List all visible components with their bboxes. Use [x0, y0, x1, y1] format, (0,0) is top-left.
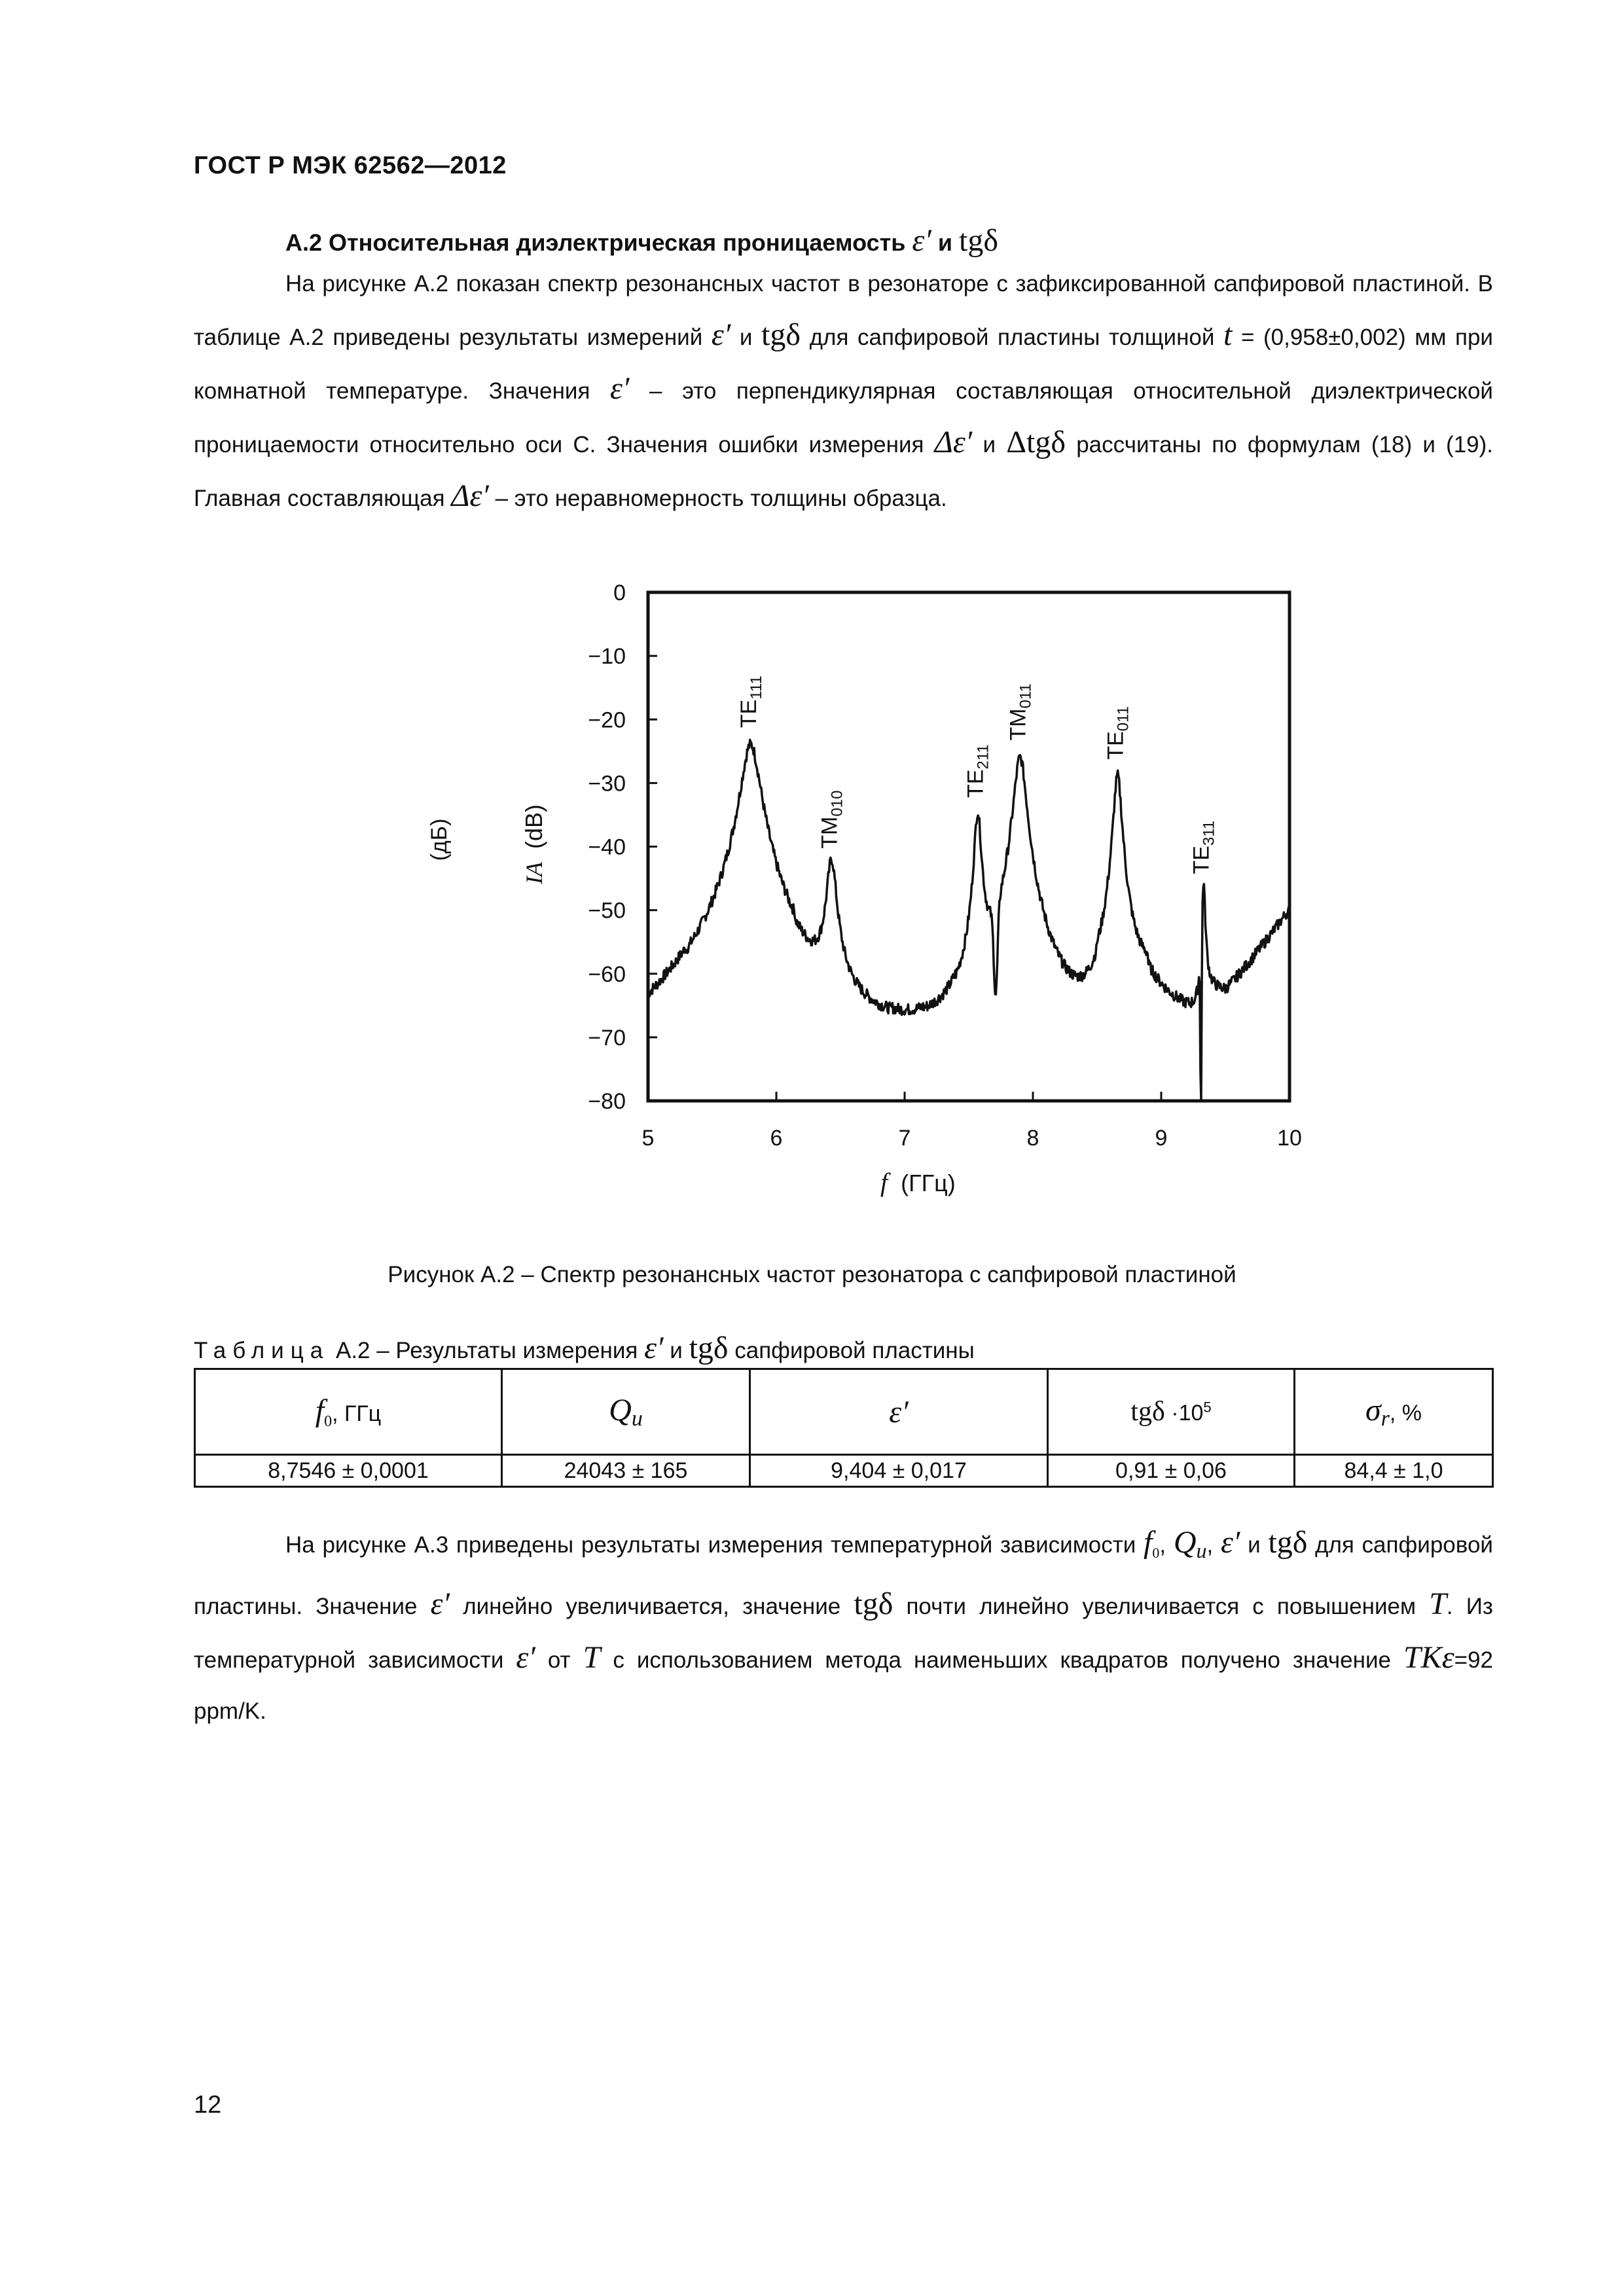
cell-frequency: 8,7546 ± 0,0001	[195, 1455, 502, 1487]
symbol-tg-delta: tgδ	[854, 1587, 893, 1621]
para-text: и	[1248, 1532, 1261, 1558]
para-text: – это перпендикулярная составляющая относительной диэлектрической проницаемости относительно оси С. Значения ошибки измерения	[194, 378, 1493, 457]
para-text: и	[739, 325, 753, 350]
cell-loss-tangent: 0,91 ± 0,06	[1048, 1455, 1295, 1487]
para-text: = (0,958±0,002) мм при комнатной температуре. Значения	[194, 325, 1493, 404]
section-number: А.2	[285, 229, 323, 256]
header-cell-quality	[502, 1369, 750, 1455]
peak-label-te011	[1103, 706, 1132, 760]
symbol-tg-delta: tgδ	[761, 317, 801, 352]
header-cell-frequency	[195, 1369, 502, 1455]
y-tick-label: −50	[588, 898, 626, 924]
results-table	[194, 1368, 1494, 1488]
comma: ,	[1159, 1532, 1166, 1558]
header-cell-loss-tangent	[1048, 1369, 1295, 1455]
symbol-temperature: T	[583, 1640, 601, 1675]
symbol-delta-epsilon: Δε′	[934, 425, 973, 459]
peak-label-tm011	[1005, 683, 1034, 740]
symbol-f: f	[1144, 1525, 1153, 1560]
peak-subscript: 111	[747, 675, 765, 700]
peak-label-tm010	[817, 790, 846, 848]
symbol-epsilon: ε′	[711, 317, 731, 352]
peak-label-te111	[736, 675, 765, 728]
sub-r: r	[1380, 1406, 1390, 1431]
symbol-sigma: σ	[1365, 1393, 1381, 1428]
x-tick-label: 8	[1026, 1126, 1039, 1151]
peak-label-te311	[1189, 821, 1218, 874]
symbol-tg-delta: tgδ	[689, 1331, 729, 1365]
page-number: 12	[194, 2091, 222, 2119]
exponent: 5	[1203, 1399, 1212, 1416]
peak-mode: TE	[963, 769, 988, 798]
symbol-delta-tg: Δtgδ	[1006, 425, 1066, 459]
y-tick-label: −40	[588, 834, 626, 860]
cell-permittivity: 9,404 ± 0,017	[750, 1455, 1048, 1487]
symbol-thickness: t	[1223, 317, 1233, 352]
multiplier: ·10	[1164, 1401, 1204, 1426]
table-title-end: сапфировой пластины	[734, 1338, 975, 1363]
para-text: На рисунке А.2 показан спектр резонансных частот в резонаторе с зафиксированной сапфировой пластиной. В таблице А.2 приведены результаты измерений	[194, 271, 1493, 350]
y-tick-label: −70	[588, 1025, 626, 1050]
symbol-delta-epsilon: Δε′	[451, 478, 489, 513]
y-tick-label: −20	[588, 708, 626, 733]
para-text: для сапфировой пластины толщиной	[809, 325, 1215, 350]
symbol-tg-delta: tgδ	[959, 223, 998, 258]
peak-mode: TE	[1189, 846, 1214, 874]
symbol-q: Q	[609, 1393, 632, 1428]
x-axis-symbol-f: f	[880, 1168, 888, 1197]
y-tick-label: 0	[613, 581, 626, 605]
unit-ghz: , ГГц	[332, 1401, 382, 1427]
peak-label-te211	[964, 744, 992, 798]
table-header-row	[195, 1369, 1493, 1455]
symbol-epsilon: ε′	[610, 371, 630, 406]
symbol-q: Q	[1173, 1525, 1197, 1560]
table-title-and: и	[670, 1338, 683, 1363]
symbol-tg-delta: tgδ	[1130, 1397, 1165, 1427]
unit-percent: , %	[1389, 1401, 1422, 1426]
para-text: от	[547, 1647, 571, 1673]
symbol-epsilon: ε′	[516, 1640, 535, 1675]
y-axis-label-ru: (дБ)	[427, 818, 452, 861]
header-cell-permittivity	[750, 1369, 1048, 1455]
symbol-tg-delta: tgδ	[1268, 1525, 1308, 1560]
x-tick-label: 6	[770, 1126, 783, 1151]
para-text: для сапфировой пластины. Значение	[194, 1532, 1493, 1619]
x-tick-label: 5	[641, 1126, 655, 1151]
x-axis-unit: (ГГц)	[901, 1170, 956, 1196]
peak-mode: TE	[1103, 731, 1128, 760]
paragraph-temperature	[194, 1517, 1493, 1737]
para-text: почти линейно увеличивается с повышением	[906, 1594, 1416, 1619]
sub-0: 0	[1152, 1545, 1160, 1561]
sub-0: 0	[324, 1412, 333, 1430]
para-text: . Из температурной зависимости	[194, 1594, 1493, 1673]
peak-mode: TM	[1005, 708, 1031, 741]
peak-subscript: 010	[828, 790, 846, 817]
x-tick-label: 10	[1277, 1126, 1302, 1151]
para-text: =92 ppm/K.	[194, 1647, 1493, 1724]
para-text: На рисунке А.3 приведены результаты измерения температурной зависимости	[285, 1532, 1136, 1558]
x-axis-label	[880, 1168, 956, 1197]
y-axis-unit-db: (dB)	[520, 804, 547, 850]
symbol-tk-epsilon: TKε	[1403, 1640, 1454, 1675]
table-title	[194, 1330, 975, 1366]
x-tick-label: 7	[898, 1126, 911, 1151]
peak-subscript: 011	[1017, 683, 1035, 709]
para-text: с использованием метода наименьших квадратов получено значение	[613, 1647, 1391, 1673]
y-axis-symbol	[520, 804, 547, 885]
document-header: ГОСТ Р МЭК 62562—2012	[194, 152, 507, 179]
symbol-epsilon: ε′	[912, 223, 931, 258]
symbol-epsilon: ε′	[644, 1331, 664, 1365]
para-text: рассчитаны по формулам (18) и (19). Главная составляющая	[194, 432, 1494, 511]
comma: ,	[1206, 1532, 1214, 1558]
peak-mode: TM	[817, 816, 842, 849]
symbol-f: f	[315, 1393, 325, 1429]
symbol-epsilon: ε′	[1220, 1525, 1240, 1560]
table-title-text: А.2 – Результаты измерения	[335, 1338, 638, 1363]
para-text: линейно увеличивается, значение	[463, 1594, 841, 1619]
peak-subscript: 311	[1200, 820, 1218, 846]
x-tick-label: 9	[1155, 1126, 1168, 1151]
y-axis-symbol-ia: IA	[521, 862, 547, 885]
sub-u: u	[1196, 1539, 1207, 1562]
peak-mode: TE	[736, 699, 761, 728]
peak-subscript: 211	[974, 744, 992, 770]
cell-conductivity: 84,4 ± 1,0	[1295, 1455, 1493, 1487]
symbol-epsilon: ε′	[430, 1587, 450, 1621]
y-tick-label: −80	[588, 1089, 626, 1114]
symbol-temperature: T	[1429, 1587, 1447, 1621]
table-row	[195, 1455, 1493, 1487]
para-text: и	[983, 432, 996, 457]
figure-caption: Рисунок А.2 – Спектр резонансных частот резонатора с сапфировой пластиной	[388, 1262, 1236, 1287]
cell-quality: 24043 ± 165	[502, 1455, 750, 1487]
para-text: – это неравномерность толщины образца.	[495, 486, 947, 511]
y-tick-label: −10	[588, 644, 626, 670]
section-and: и	[937, 229, 952, 256]
symbol-epsilon: ε′	[889, 1394, 909, 1429]
peak-subscript: 011	[1114, 706, 1132, 732]
sub-u: u	[631, 1406, 643, 1431]
y-tick-label: −60	[588, 961, 626, 987]
table-word: Таблица	[194, 1338, 330, 1363]
header-cell-conductivity	[1295, 1369, 1493, 1455]
section-title-text: Относительная диэлектрическая проницаемость	[329, 229, 906, 256]
y-tick-label: −30	[588, 771, 626, 797]
